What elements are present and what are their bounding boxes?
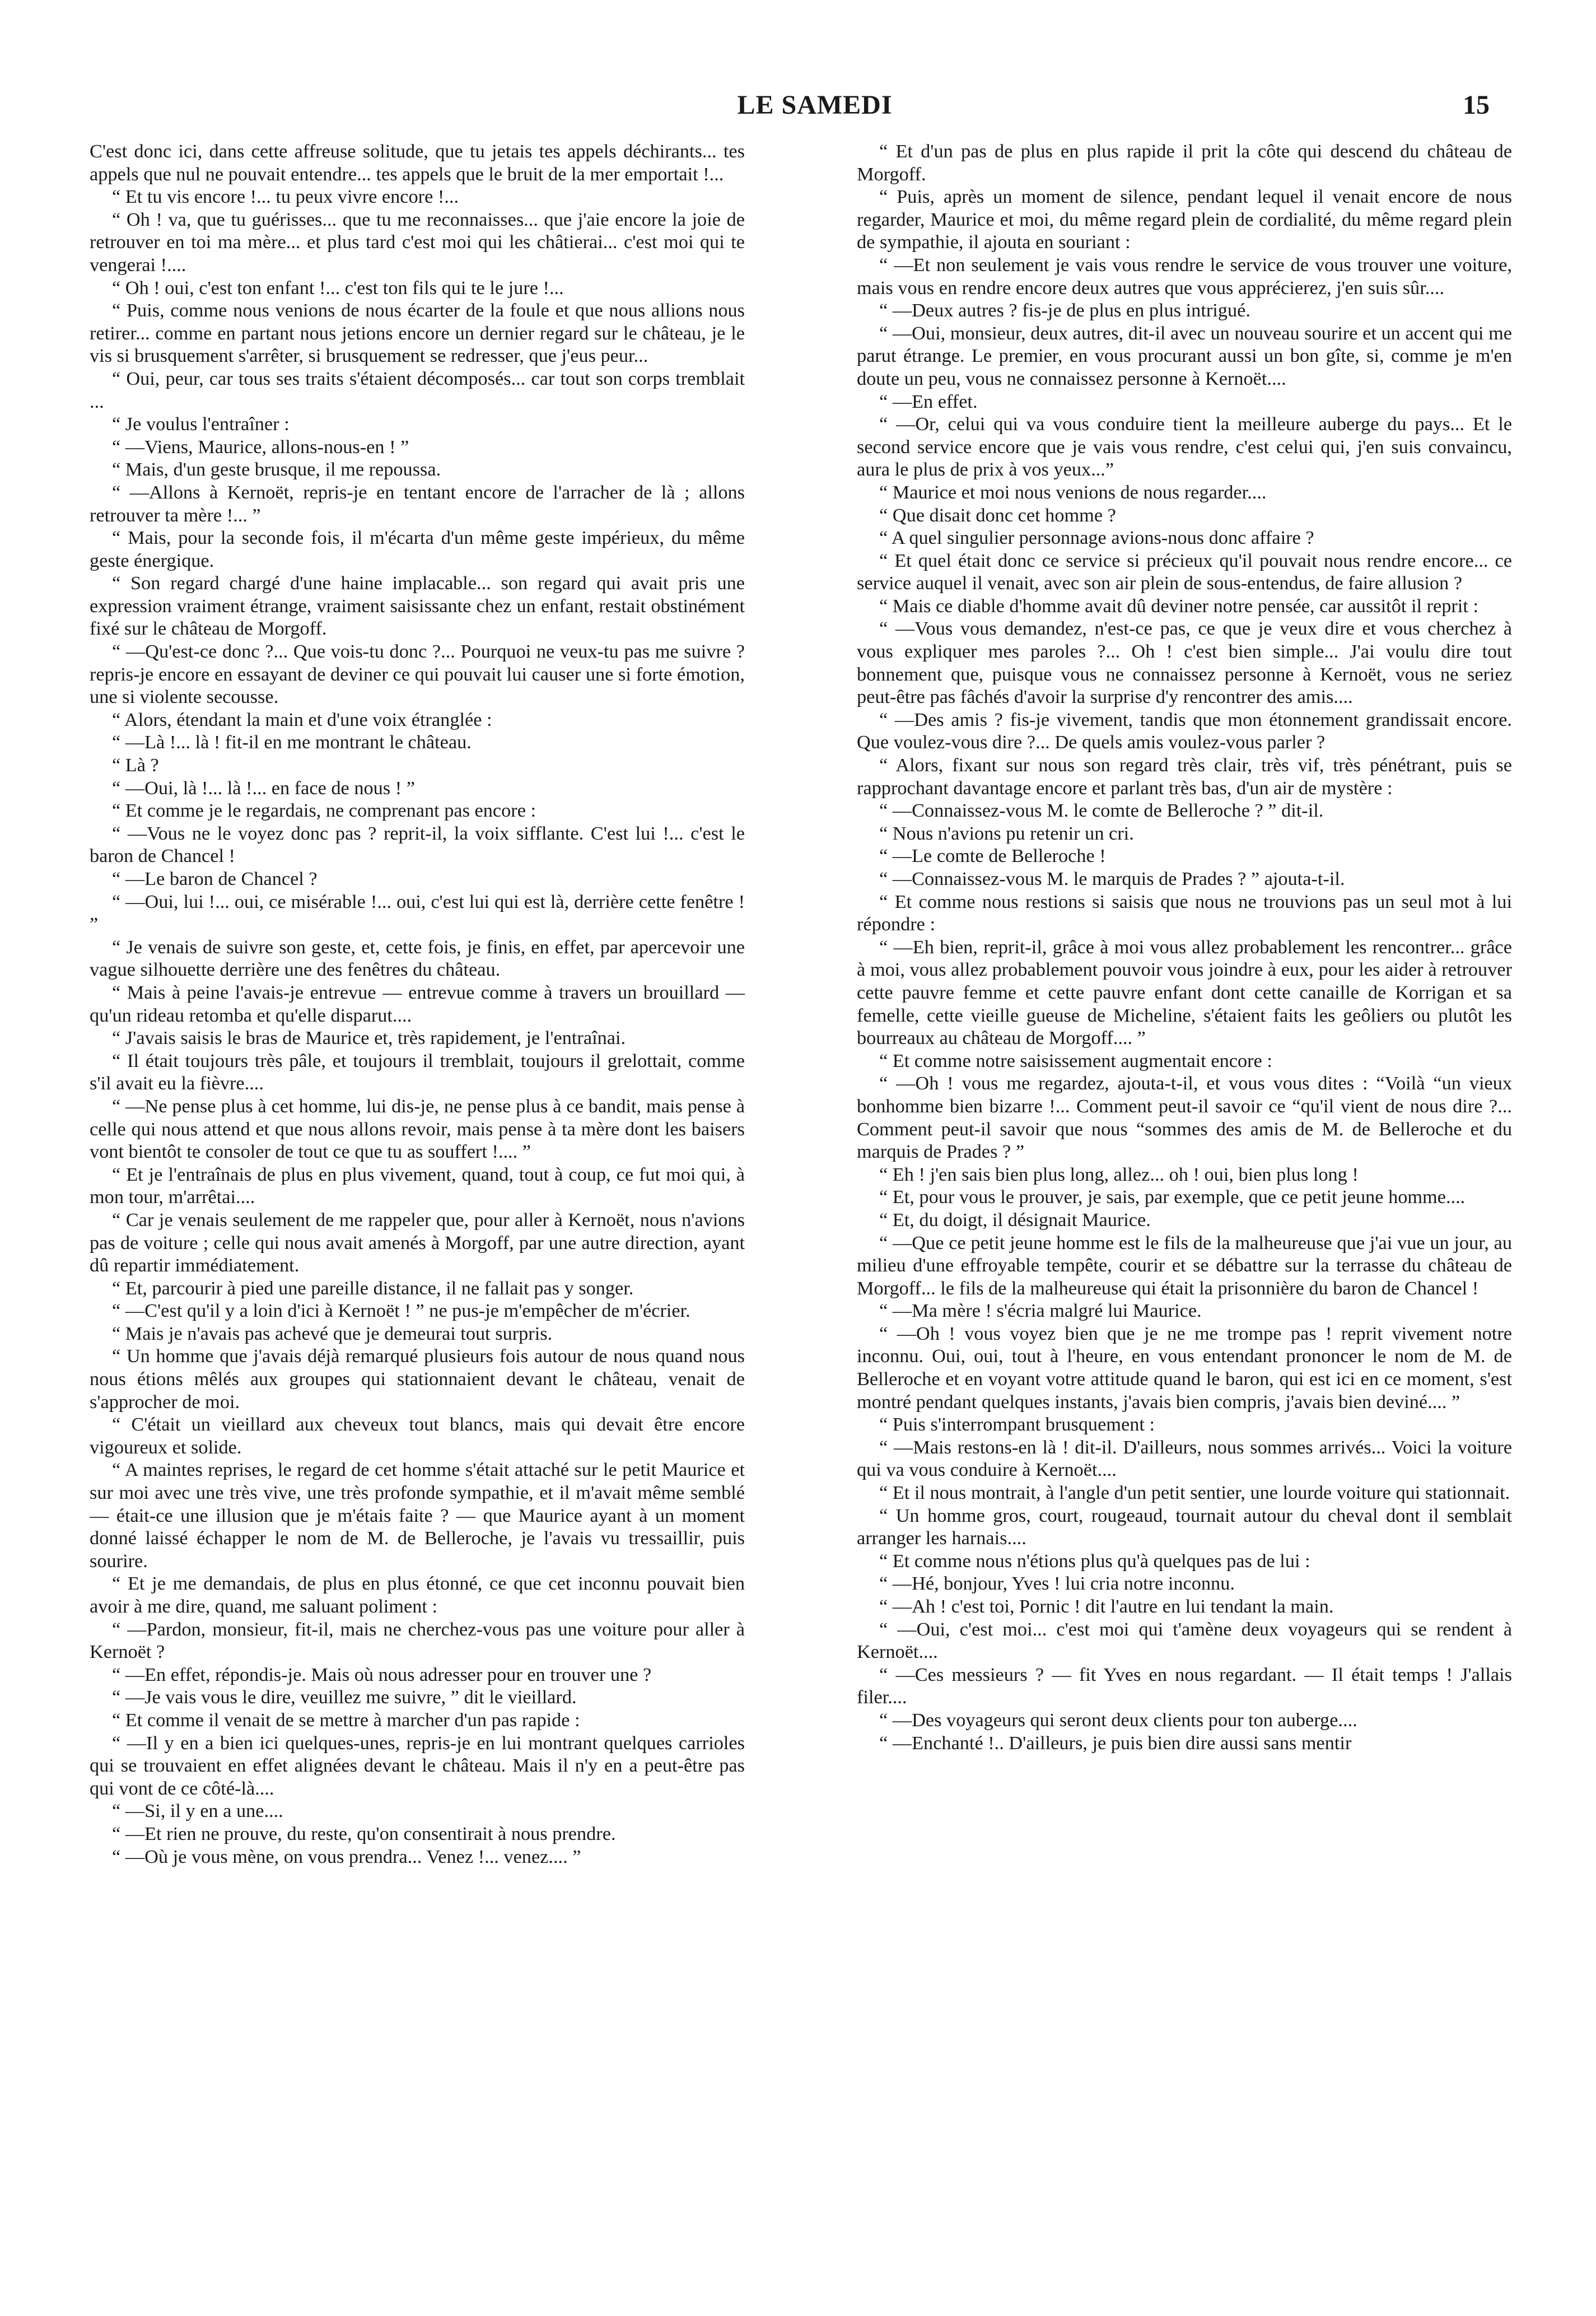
paragraph: C'est donc ici, dans cette affreuse solitude, que tu jetais tes appels déchirants... tes appels que nul ne pouvait entendre... tes appels que le bruit de la mer emportait !... bbox=[90, 141, 745, 185]
paragraph: “ Là ? bbox=[112, 754, 159, 776]
paragraph: “ J'avais saisis le bras de Maurice et, très rapidement, je l'entraînai. bbox=[112, 1027, 626, 1049]
paragraph: “ —Oh ! vous me regardez, ajouta-t-il, et vous vous dites : “Voilà “un vieux bonhomme bien bizarre !... Comment peut-il savoir ce “qu'il vient de nous dire ?... Comment peut-il savoir que nous “sommes des amis de M. de Belleroche et du marquis de Prades ? ” bbox=[857, 1073, 1512, 1163]
paragraph: “ Et, du doigt, il désignait Maurice. bbox=[879, 1209, 1151, 1231]
paragraph: “ Mais, d'un geste brusque, il me repoussa. bbox=[112, 459, 441, 481]
paragraph: “ —Eh bien, reprit-il, grâce à moi vous allez probablement les rencontrer... grâce à moi, vous allez probablement pouvoir vous joindre à eux, pour les aider à retrouver cette pauvre femme et cette pauvre enfant dont cette canaille de Korrigan et sa femelle, cette vieille gueuse de Micheline, s'étaient faits les geôliers ou plutôt les bourreaux au château de Morgoff.... ” bbox=[857, 936, 1512, 1049]
paragraph: “ —Des amis ? fis-je vivement, tandis que mon étonnement grandissait encore. Que voulez-vous dire ?... De quels amis voulez-vous parler ? bbox=[857, 709, 1512, 753]
paragraph: “ Et comme notre saisissement augmentait encore : bbox=[879, 1050, 1272, 1071]
paragraph: “ —Le comte de Belleroche ! bbox=[879, 845, 1106, 867]
paragraph: “ —Oui, là !... là !... en face de nous ! ” bbox=[112, 777, 415, 799]
paragraph: “ Je voulus l'entraîner : bbox=[112, 413, 290, 435]
paragraph: “ —Il y en a bien ici quelques-unes, repris-je en lui montrant quelques carrioles qui se trouvaient en effet alignées devant le château. Mais il n'y en a peut-être pas qui vont de ce côté-là.... bbox=[90, 1732, 745, 1799]
paragraph: “ Puis, comme nous venions de nous écarter de la foule et que nous allions nous retirer... comme en partant nous jetions encore un dernier regard sur le château, je le vis si brusquement s'arrêter, si brusquement se redresser, que j'eus peur... bbox=[90, 300, 745, 367]
paragraph: “ —C'est qu'il y a loin d'ici à Kernoët ! ” ne pus-je m'empêcher de m'écrier. bbox=[112, 1300, 690, 1322]
paragraph: “ —Et rien ne prouve, du reste, qu'on consentirait à nous prendre. bbox=[112, 1823, 616, 1844]
paragraph: “ Mais à peine l'avais-je entrevue — entrevue comme à travers un brouillard — qu'un rideau retomba et qu'elle disparut.... bbox=[90, 981, 745, 1026]
page-number: 15 bbox=[1463, 90, 1490, 120]
paragraph: “ —Ne pense plus à cet homme, lui dis-je, ne pense plus à ce bandit, mais pense à celle qui nous attend et que nous allons revoir, mais pense à ta mère dont les baisers vont bientôt te consoler de tout ce que tu as souffert !.... ” bbox=[90, 1095, 745, 1163]
paragraph: “ Que disait donc cet homme ? bbox=[879, 504, 1116, 526]
paragraph: “ —Mais restons-en là ! dit-il. D'ailleurs, nous sommes arrivés... Voici la voiture qui va vous conduire à Kernoët.... bbox=[857, 1436, 1512, 1481]
paragraph: “ —Connaissez-vous M. le comte de Belleroche ? ” dit-il. bbox=[879, 800, 1324, 822]
paragraph: “ Oui, peur, car tous ses traits s'étaient décomposés... car tout son corps tremblait ... bbox=[90, 367, 745, 412]
paragraph: “ —En effet. bbox=[879, 390, 978, 412]
paragraph: “ —Ah ! c'est toi, Pornic ! dit l'autre en lui tendant la main. bbox=[879, 1596, 1334, 1617]
paragraph: “ Et tu vis encore !... tu peux vivre encore !... bbox=[112, 186, 459, 208]
paragraph: “ —Hé, bonjour, Yves ! lui cria notre inconnu. bbox=[879, 1573, 1235, 1595]
paragraph: “ C'était un vieillard aux cheveux tout blancs, mais qui devait être encore vigoureux et solide. bbox=[90, 1414, 745, 1458]
paragraph: “ Mais ce diable d'homme avait dû deviner notre pensée, car aussitôt il reprit : bbox=[879, 595, 1478, 617]
paragraph: “ —Le baron de Chancel ? bbox=[112, 868, 318, 889]
paragraph: “ —Or, celui qui va vous conduire tient la meilleure auberge du pays... Et le second service encore que je vais vous rendre, c'est celui qui, j'en suis convaincu, aura le plus de prix à vos yeux...” bbox=[857, 413, 1512, 481]
paragraph: “ —Oui, lui !... oui, ce misérable !... oui, c'est lui qui est là, derrière cette fenêtre ! ” bbox=[90, 891, 745, 935]
paragraph: “ —Pardon, monsieur, fit-il, mais ne cherchez-vous pas une voiture pour aller à Kernoët ? bbox=[90, 1618, 745, 1663]
paragraph: “ —Que ce petit jeune homme est le fils de la malheureuse que j'ai vue un jour, au milieu d'une effroyable tempête, courir et se débattre sur la terrasse du château de Morgoff... le fils de la malheureuse qui était la prisonnière du baron de Chancel ! bbox=[857, 1232, 1512, 1299]
paragraph: “ —Des voyageurs qui seront deux clients pour ton auberge.... bbox=[879, 1709, 1357, 1731]
paragraph: “ —Vous vous demandez, n'est-ce pas, ce que je veux dire et vous cherchez à vous expliquer mes paroles ?... Oh ! c'est bien simple... J'ai voulu dire tout bonnement que, puisque vous ne connaissez personne à Kernoët, vous ne seriez peut-être pas fâchés d'avoir la surprise d'y rencontrer des amis.... bbox=[857, 618, 1512, 708]
paragraph: “ —Vous ne le voyez donc pas ? reprit-il, la voix sifflante. C'est lui !... c'est le baron de Chancel ! bbox=[90, 822, 745, 867]
paragraph: “ Alors, fixant sur nous son regard très clair, très vif, très pénétrant, puis se rapprochant davantage encore et parlant très bas, d'un air de mystère : bbox=[857, 754, 1512, 799]
paragraph: “ —Si, il y en a une.... bbox=[112, 1800, 283, 1822]
paragraph: “ Et quel était donc ce service si précieux qu'il pouvait nous rendre encore... ce service auquel il venait, avec son air plein de sous-entendus, de faire allusion ? bbox=[857, 549, 1512, 594]
paragraph: “ Un homme gros, court, rougeaud, tournait autour du cheval dont il semblait arranger les harnais.... bbox=[857, 1504, 1512, 1549]
paragraph: “ —Qu'est-ce donc ?... Que vois-tu donc ?... Pourquoi ne veux-tu pas me suivre ? repris-je encore en essayant de deviner ce qui pouvait lui causer une si forte émotion, une si violente secousse. bbox=[90, 641, 745, 708]
paragraph: “ —En effet, répondis-je. Mais où nous adresser pour en trouver une ? bbox=[112, 1663, 652, 1685]
paragraph: “ —Et non seulement je vais vous rendre le service de vous trouver une voiture, mais vous en rendre encore deux autres que vous apprécierez, j'en suis sûr.... bbox=[857, 254, 1512, 299]
paragraph: “ Et comme je le regardais, ne comprenant pas encore : bbox=[112, 800, 536, 822]
paragraph: “ —Oh ! vous voyez bien que je ne me trompe pas ! reprit vivement notre inconnu. Oui, oui, tout à l'heure, en vous entendant prononcer le nom de M. de Belleroche et en voyant votre attitude quand le baron, qui est ici en ce moment, s'est montré pendant quelques instants, j'avais bien compris, j'avais bien deviné.... ” bbox=[857, 1322, 1512, 1413]
paragraph: “ —Connaissez-vous M. le marquis de Prades ? ” ajouta-t-il. bbox=[879, 868, 1345, 889]
paragraph: “ —Oui, monsieur, deux autres, dit-il avec un nouveau sourire et un accent qui me parut étrange. Le premier, en vous procurant aussi un bon gîte, si, comme je m'en doute un peu, vous ne connaissez personne à Kernoët.... bbox=[857, 322, 1512, 389]
paragraph: “ —Viens, Maurice, allons-nous-en ! ” bbox=[112, 436, 409, 458]
paragraph: “ Et comme nous n'étions plus qu'à quelques pas de lui : bbox=[879, 1550, 1310, 1572]
paragraph: “ A quel singulier personnage avions-nous donc affaire ? bbox=[879, 527, 1314, 549]
paragraph: “ Et je me demandais, de plus en plus étonné, ce que cet inconnu pouvait bien avoir à me dire, quand, me saluant poliment : bbox=[90, 1573, 745, 1617]
paragraph: “ —Je vais vous le dire, veuillez me suivre, ” dit le vieillard. bbox=[112, 1686, 577, 1708]
paragraph: “ Nous n'avions pu retenir un cri. bbox=[879, 822, 1134, 844]
page-header bbox=[118, 90, 1512, 129]
publication-title: LE SAMEDI bbox=[737, 90, 893, 120]
paragraph: “ Eh ! j'en sais bien plus long, allez... oh ! oui, bien plus long ! bbox=[879, 1163, 1359, 1185]
paragraph: “ A maintes reprises, le regard de cet homme s'était attaché sur le petit Maurice et sur moi avec une très vive, une très profonde sympathie, et il m'avait même semblé — était-ce une illusion que je m'étais faite ? — que Maurice ayant à un moment donné laissé échapper le nom de M. de Belleroche, je l'avais vu tressaillir, puis sourire. bbox=[90, 1459, 745, 1572]
left-column bbox=[90, 140, 745, 1868]
paragraph: “ Puis s'interrompant brusquement : bbox=[879, 1414, 1155, 1436]
paragraph: “ —Allons à Kernoët, repris-je en tentant encore de l'arracher de là ; allons retrouver ta mère !... ” bbox=[90, 481, 745, 526]
paragraph: “ Mais je n'avais pas achevé que je demeurai tout surpris. bbox=[112, 1322, 553, 1344]
paragraph: “ Et d'un pas de plus en plus rapide il prit la côte qui descend du château de Morgoff. bbox=[857, 141, 1512, 185]
paragraph: “ Maurice et moi nous venions de nous regarder.... bbox=[879, 481, 1267, 503]
paragraph: “ —Enchanté !.. D'ailleurs, je puis bien dire aussi sans mentir bbox=[879, 1732, 1352, 1754]
paragraph: “ Mais, pour la seconde fois, il m'écarta d'un même geste impérieux, du même geste énergique. bbox=[90, 527, 745, 571]
paragraph: “ —Ces messieurs ? — fit Yves en nous regardant. — Il était temps ! J'allais filer.... bbox=[857, 1663, 1512, 1708]
paragraph: “ Et, pour vous le prouver, je sais, par exemple, que ce petit jeune homme.... bbox=[879, 1186, 1466, 1208]
paragraph: “ Il était toujours très pâle, et toujours il tremblait, toujours il grelottait, comme s'il avait eu la fièvre.... bbox=[90, 1050, 745, 1094]
paragraph: “ —Oui, c'est moi... c'est moi qui t'amène deux voyageurs qui se rendent à Kernoët.... bbox=[857, 1618, 1512, 1663]
paragraph: “ Et, parcourir à pied une pareille distance, il ne fallait pas y songer. bbox=[112, 1277, 634, 1299]
paragraph: “ Un homme que j'avais déjà remarqué plusieurs fois autour de nous quand nous nous étions mêlés aux groupes qui stationnaient devant le château, venait de s'approcher de moi. bbox=[90, 1345, 745, 1413]
paragraph: “ Oh ! va, que tu guérisses... que tu me reconnaisses... que j'aie encore la joie de retrouver en toi ma mère... et plus tard c'est moi qui les châtierai... c'est moi qui te vengerai !.... bbox=[90, 208, 745, 276]
paragraph: “ Et il nous montrait, à l'angle d'un petit sentier, une lourde voiture qui stationnait. bbox=[879, 1482, 1510, 1504]
paragraph: “ Je venais de suivre son geste, et, cette fois, je finis, en effet, par apercevoir une vague silhouette derrière une des fenêtres du château. bbox=[90, 936, 745, 981]
paragraph: “ Car je venais seulement de me rappeler que, pour aller à Kernoët, nous n'avions pas de voiture ; celle qui nous avait amenés à Morgoff, par une autre direction, ayant dû repartir immédiatement. bbox=[90, 1209, 745, 1276]
paragraph: “ Et comme il venait de se mettre à marcher d'un pas rapide : bbox=[112, 1709, 580, 1731]
paragraph: “ —Deux autres ? fis-je de plus en plus intrigué. bbox=[879, 300, 1250, 321]
paragraph: “ —Ma mère ! s'écria malgré lui Maurice. bbox=[879, 1300, 1202, 1322]
paragraph: “ Alors, étendant la main et d'une voix étranglée : bbox=[112, 709, 492, 730]
paragraph: “ Son regard chargé d'une haine implacable... son regard qui avait pris une expression vraiment étrange, vraiment saisissante chez un enfant, restait obstinément fixé sur le château de Morgoff. bbox=[90, 572, 745, 640]
paragraph: “ Oh ! oui, c'est ton enfant !... c'est ton fils qui te le jure !... bbox=[112, 277, 564, 299]
paragraph: “ —Là !... là ! fit-il en me montrant le château. bbox=[112, 731, 472, 753]
paragraph: “ Et je l'entraînais de plus en plus vivement, quand, tout à coup, ce fut moi qui, à mon tour, m'arrêtai.... bbox=[90, 1163, 745, 1208]
paragraph: “ —Où je vous mène, on vous prendra... Venez !... venez.... ” bbox=[112, 1846, 581, 1867]
paragraph: “ Et comme nous restions si saisis que nous ne trouvions pas un seul mot à lui répondre : bbox=[857, 891, 1512, 935]
paragraph: “ Puis, après un moment de silence, pendant lequel il venait encore de nous regarder, Maurice et moi, du même regard plein de cordialité, du même regard plein de sympathie, il ajouta en souriant : bbox=[857, 186, 1512, 253]
right-column bbox=[857, 140, 1512, 1754]
